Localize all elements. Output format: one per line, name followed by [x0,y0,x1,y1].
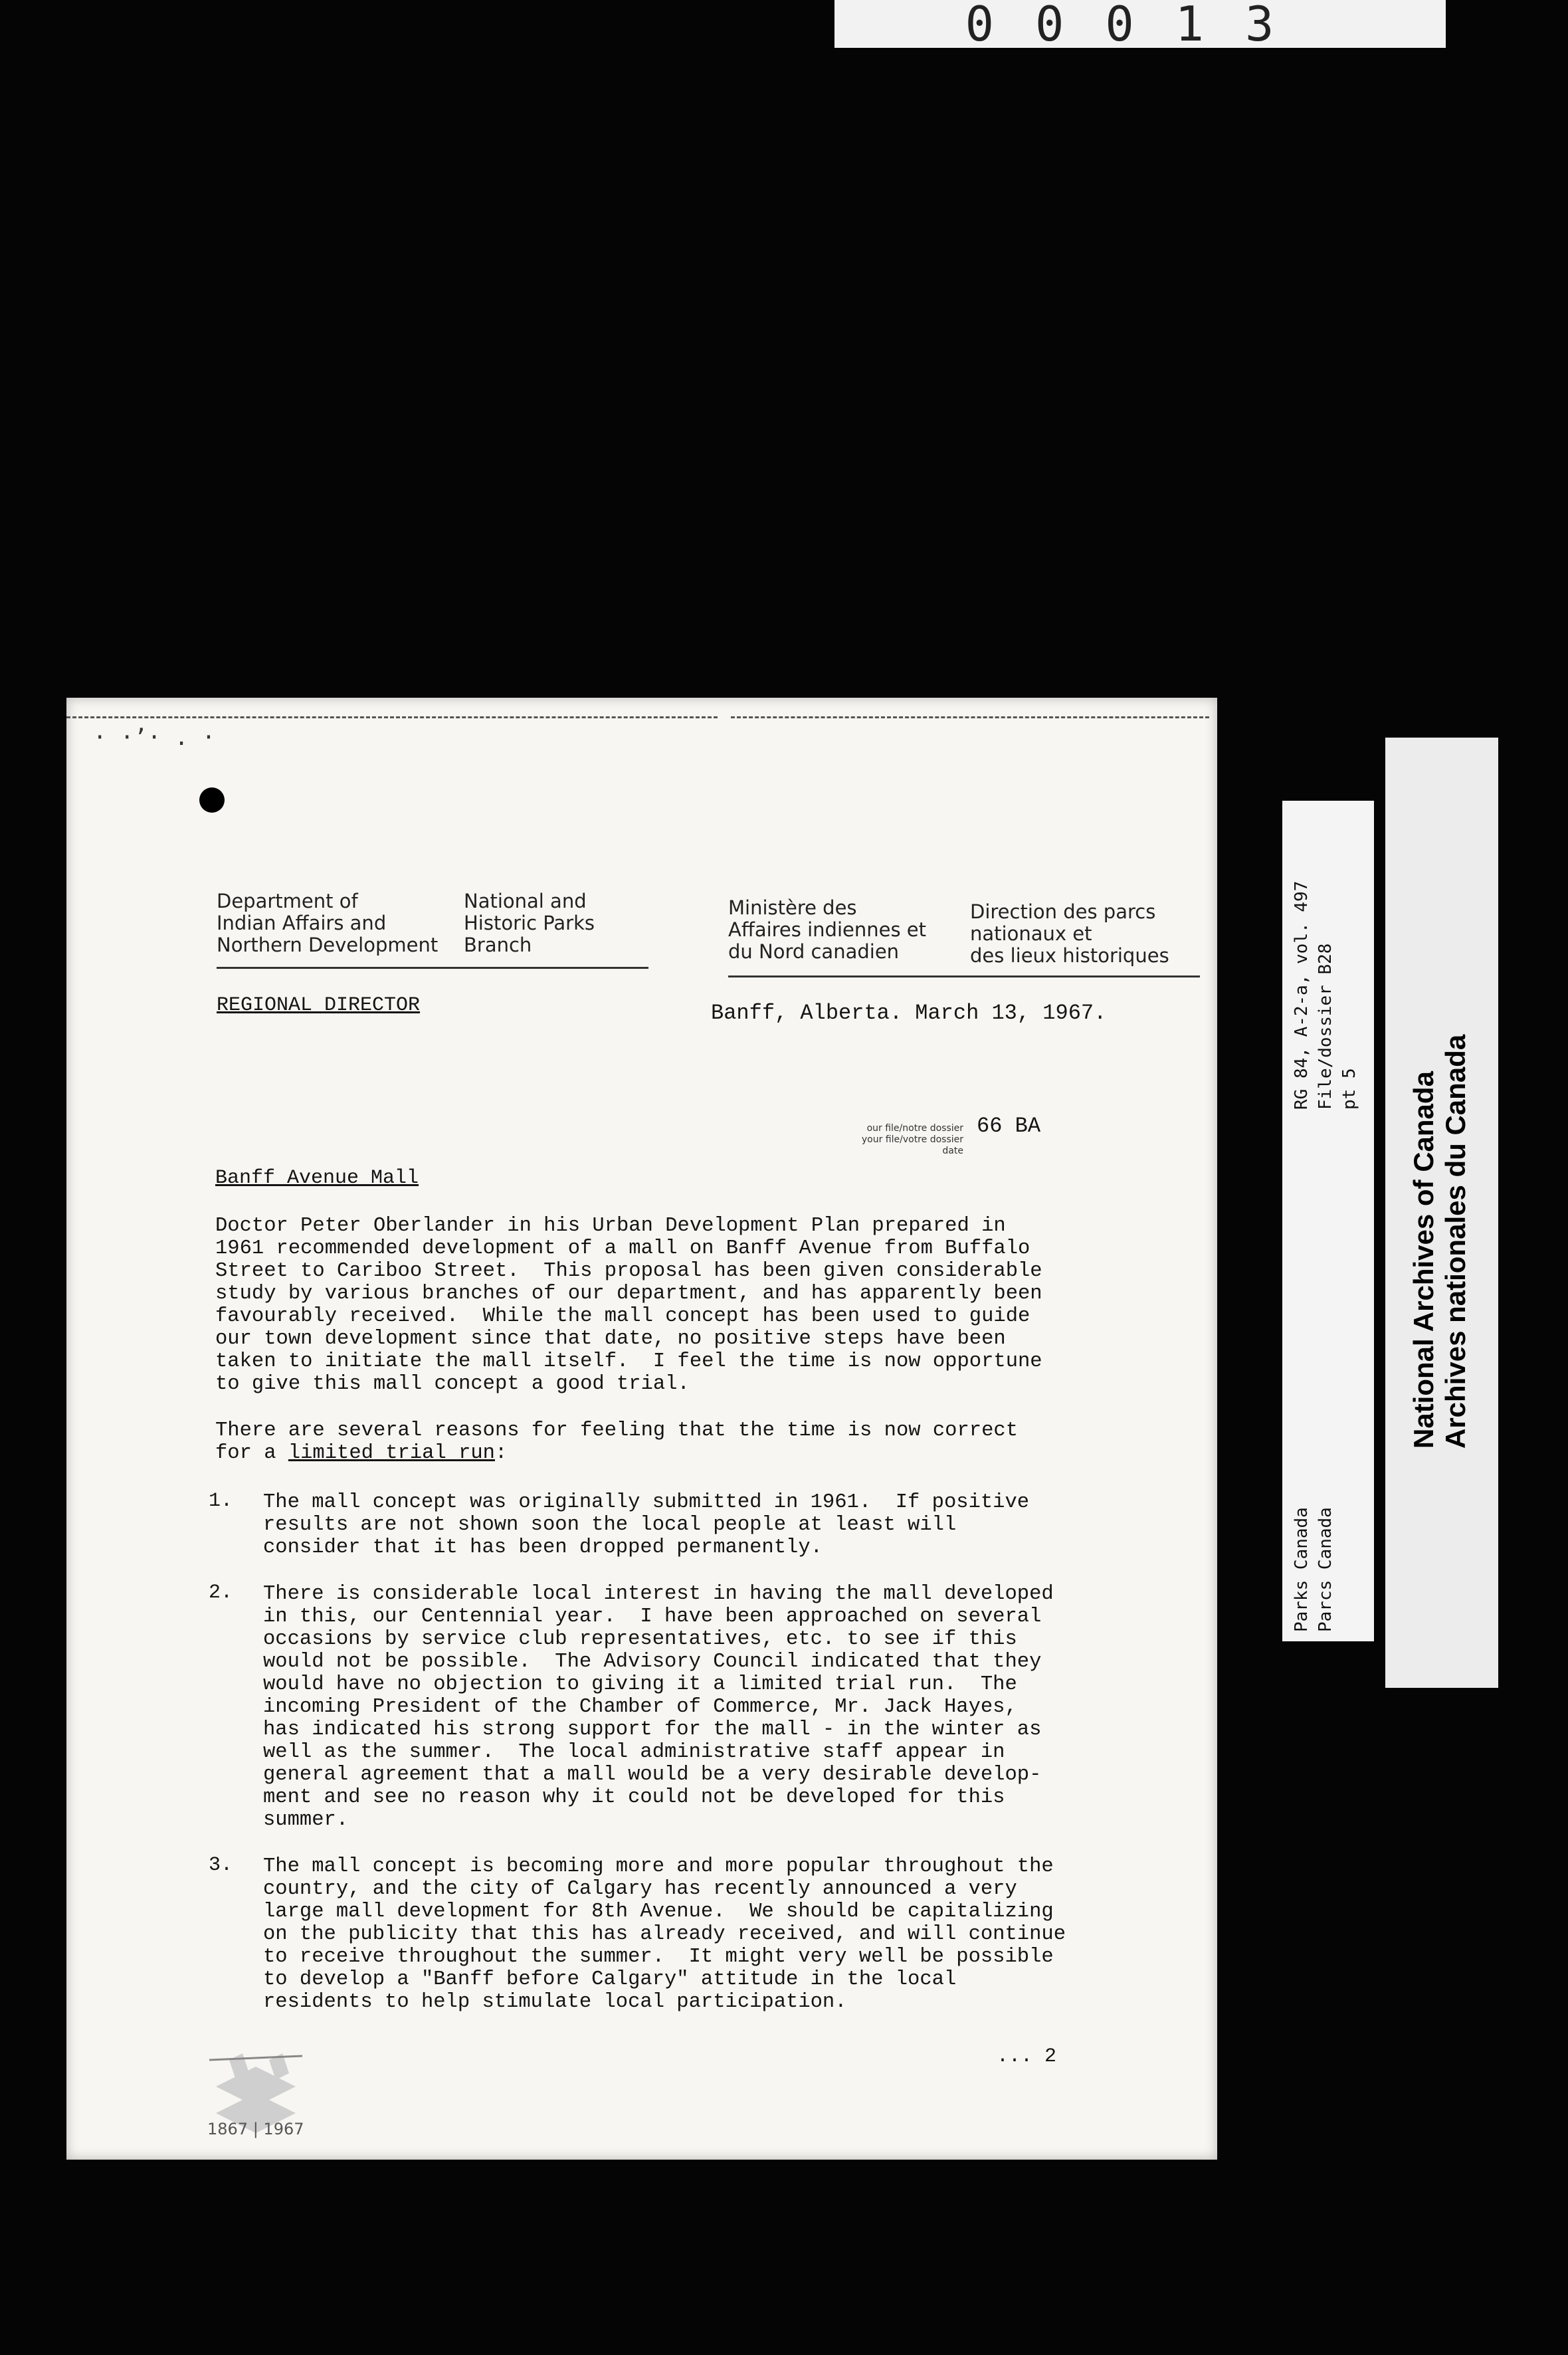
punch-hole [199,787,225,813]
centennial-years: 1867 | 1967 [207,2120,304,2138]
letterhead-rule-right [728,975,1200,977]
letterhead-branch-fr: Direction des parcs nationaux et des lieux historiques [970,900,1169,967]
addressee: REGIONAL DIRECTOR [217,994,421,1017]
item-number: 3. [209,1854,233,1877]
continuation-marker: ... 2 [997,2045,1057,2068]
item3-line: to develop a "Banff before Calgary" attitude in the local [263,1968,957,1991]
item2-line: well as the summer. The local administrative staff appear in [263,1741,1005,1764]
item-number: 1. [209,1490,233,1512]
para1-line: study by various branches of our department, and has apparently been [215,1282,1042,1305]
centennial-symbol-icon [189,2047,322,2160]
reference-line: pt 5 [1339,1068,1359,1110]
para1-line: favourably received. While the mall concept has been used to guide [215,1305,1030,1328]
item1-line: consider that it has been dropped permanently. [263,1536,823,1559]
item1-line: The mall concept was originally submitted in 1961. If positive [263,1491,1030,1514]
archives-name-fr: Archives nationales du Canada [1440,1034,1471,1449]
item3-line: to receive throughout the summer. It might very well be possible [263,1946,1054,1968]
limited-trial-run: limited trial run [288,1442,495,1465]
para1-line: Doctor Peter Oberlander in his Urban Development Plan prepared in [215,1215,1006,1237]
reference-line: Parks Canada [1292,1507,1312,1632]
para1-line: 1961 recommended development of a mall on Banff Avenue from Buffalo [215,1237,1030,1260]
item2-line: has indicated his strong support for the mall - in the winter as [263,1718,1042,1741]
para1-line: our town development since that date, no positive steps have been [215,1328,1006,1350]
top-rule-left [66,716,718,718]
letterhead-branch-en: National and Historic Parks Branch [464,890,595,956]
frame-number: 00013 [834,0,1446,48]
item2-line: ment and see no reason why it could not be developed for this [263,1786,1005,1809]
item2-line: in this, our Centennial year. I have been approached on several [263,1605,1042,1628]
item3-line: residents to help stimulate local participation. [263,1991,847,2013]
paper-specks: · ·ʼ· . · [93,724,216,751]
letter-page [66,698,1217,2160]
para2-line: There are several reasons for feeling that the time is now correct [215,1419,1018,1442]
item2-line: would have no objection to giving it a limited trial run. The [263,1673,1017,1696]
item2-line: general agreement that a mall would be a very desirable develop- [263,1764,1042,1786]
file-reference-labels: our file/notre dossier your file/votre dossier date [861,1123,963,1156]
item2-line: summer. [263,1809,349,1831]
item2-line: incoming President of the Chamber of Commerce, Mr. Jack Hayes, [263,1696,1017,1718]
letterhead-dept-fr: Ministère des Affaires indiennes et du Nord canadien [728,896,926,963]
file-number: 66 BA [977,1114,1041,1138]
national-archives-card [1385,738,1498,1688]
item3-line: on the publicity that this has already received, and will continue [263,1923,1066,1946]
item2-line: would not be possible. The Advisory Council indicated that they [263,1651,1042,1673]
reference-line: RG 84, A-2-a, vol. 497 [1292,880,1312,1110]
item3-line: country, and the city of Calgary has recently announced a very [263,1878,1017,1900]
para1-line: Street to Cariboo Street. This proposal has been given considerable [215,1260,1042,1282]
archives-name-en: National Archives of Canada [1408,1071,1439,1449]
para2-line: for a limited trial run: [215,1442,508,1465]
letterhead-dept-en: Department of Indian Affairs and Northern Development [217,890,439,956]
item-number: 2. [209,1582,233,1604]
item3-line: large mall development for 8th Avenue. We should be capitalizing [263,1900,1054,1923]
letterhead-rule-left [217,967,648,969]
subject-line: Banff Avenue Mall [215,1167,419,1189]
para1-line: taken to initiate the mall itself. I feel the time is now opportune [215,1350,1042,1373]
reference-line: File/dossier B28 [1316,943,1335,1110]
item1-line: results are not shown soon the local people at least will [263,1514,957,1536]
top-rule-right [731,716,1209,718]
item3-line: The mall concept is becoming more and more popular throughout the [263,1855,1054,1878]
para1-line: to give this mall concept a good trial. [215,1373,690,1395]
place-date: Banff, Alberta. March 13, 1967. [711,1001,1107,1025]
reference-line: Parcs Canada [1316,1507,1335,1632]
item2-line: There is considerable local interest in having the mall developed [263,1583,1054,1605]
item2-line: occasions by service club representatives, etc. to see if this [263,1628,1017,1651]
archival-reference-card [1282,801,1374,1641]
